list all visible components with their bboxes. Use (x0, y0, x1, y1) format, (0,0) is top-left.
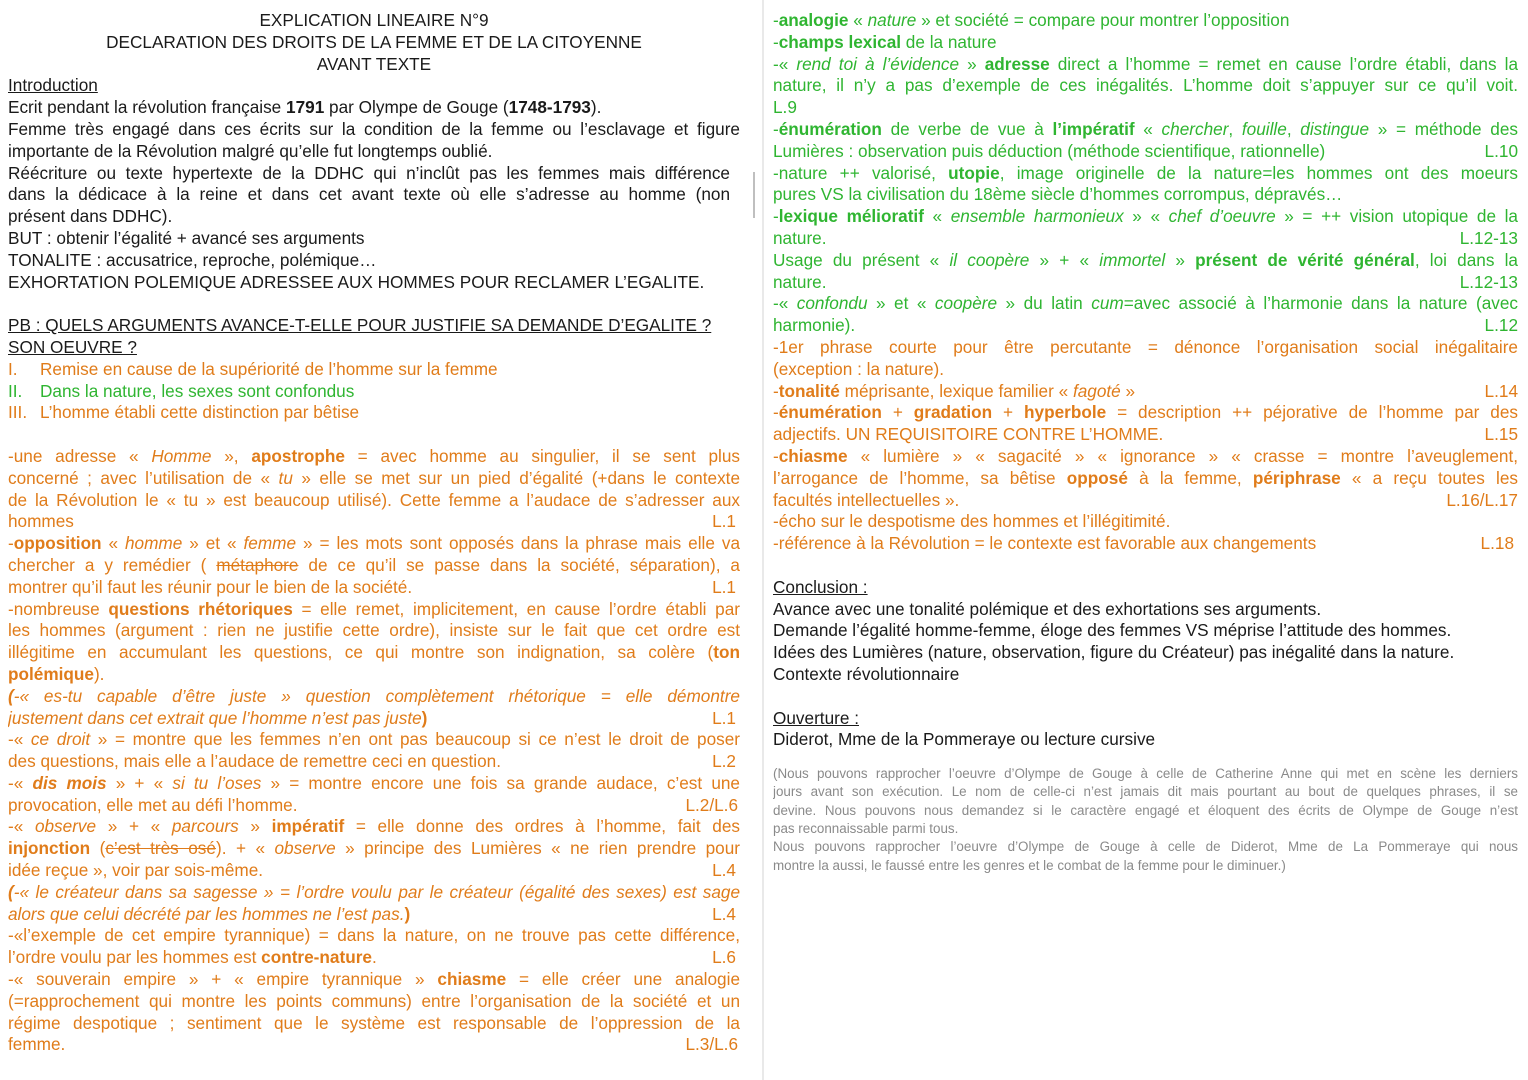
analysis-line: -«l’exemple de cet empire tyrannique) = dans la nature, on ne trouve pas cette différence, (8, 925, 740, 946)
analysis-line: -écho sur le despotisme des hommes et l’illégitimité. (773, 511, 1171, 532)
analysis-line: Lumières : observation puis déduction (méthode scientifique, rationnelle) L.10 (773, 140, 1518, 161)
intro-line: dans la dédicace à la reine et dans cet avant texte où elle s’adresse au homme (non (8, 184, 730, 205)
analysis-line: de la Révolution le « tu » est beaucoup utilisé). Cette femme a l’audace de s’adresser aux (8, 489, 740, 510)
analysis-line: -chiasme « lumière » « sagacité » « ignorance » « crasse = montre l’aveuglement, (773, 445, 1518, 466)
note-line: jours avant son exécution. Le nom de celle-ci n’est jamais dit mais pourtant au bout de quelques phrases, il se (773, 784, 1518, 800)
line-ref: L.18 (1480, 533, 1514, 554)
line-ref: L.12-13 (1459, 271, 1518, 292)
analysis-line: hommes L.1 (8, 511, 740, 533)
line-ref: L.2 (712, 751, 736, 772)
analysis-line: -« rend toi à l’évidence » adresse direct a l’homme = remet en cause l’ordre établi, dans la (773, 53, 1518, 74)
analysis-line: -tonalité méprisante, lexique familier « fagoté » L.14 (773, 380, 1518, 401)
conclusion-line: Contexte révolutionnaire (773, 663, 960, 684)
analysis-line: (-« le créateur dans sa sagesse » = l’ordre voulu par le créateur (égalité des sexes) est sage (8, 881, 740, 902)
analysis-line: régime despotique ; sentiment que le système est responsable de l’oppression de la (8, 1012, 740, 1033)
line-ref: L.2/L.6 (685, 794, 738, 815)
doc-section-title: AVANT TEXTE (316, 53, 432, 74)
conclusion-line: Demande l’égalité homme-femme, éloge des femmes VS méprise l’attitude des hommes. (773, 620, 1452, 641)
doc-subtitle: DECLARATION DES DROITS DE LA FEMME ET DE LA CITOYENNE (106, 31, 642, 52)
line-ref: L.1 (712, 707, 736, 728)
conclusion-heading: Conclusion : (773, 576, 868, 597)
note-line: devine. Nous pouvons nous demandez si le caractère engagé et éloquent des écrits de Olympe de Gouge n’est (773, 802, 1518, 818)
intro-line: importante de la Révolution malgré qu’elle fut longtemps oublié. (8, 140, 493, 161)
analysis-line: (exception : la nature). (773, 358, 945, 379)
analysis-line: polémique). (8, 663, 105, 684)
intro-heading: Introduction (8, 75, 98, 96)
intro-line: TONALITE : accusatrice, reproche, polémique… (8, 249, 377, 270)
analysis-line: facultés intellectuelles ». L.16/L.17 (773, 489, 1518, 510)
line-ref: L.4 (712, 860, 736, 881)
line-ref: L.14 (1484, 380, 1518, 401)
analysis-line: -une adresse « Homme », apostrophe = avec homme au singulier, il se sent plus (8, 445, 740, 466)
analysis-line: idée reçue », voir par sois-même. L.4 (8, 860, 740, 882)
analysis-line: -analogie « nature » et société = compare pour montrer l’opposition (773, 10, 1290, 30)
margin-mark (753, 172, 755, 218)
line-ref: L.3/L.6 (685, 1034, 738, 1055)
analysis-line: nature, il n’y a pas d’exemple de ces inégalités. L’homme doit s’appuyer sur ce qu’il voit. (773, 75, 1518, 96)
intro-line: Femme très engagé dans ces écrits sur la condition de la femme ou l’esclavage et figure (8, 118, 740, 139)
analysis-line: -référence à la Révolution = le contexte est favorable aux changements L.18 (773, 533, 1518, 555)
plan-item: I. Remise en cause de la supériorité de l’homme sur la femme (8, 358, 498, 379)
line-ref: L.16/L.17 (1446, 489, 1518, 510)
line-ref: L.12 (1484, 315, 1518, 336)
analysis-line: -1er phrase courte pour être percutante = dénonce l’organisation social inégalitaire (773, 336, 1518, 357)
analysis-line: des questions, mais elle a l’audace de remettre ceci en question. L.2 (8, 751, 740, 773)
analysis-line: -« ce droit » = montre que les femmes n’en ont pas beaucoup si ce n’est le droit de poser (8, 729, 740, 750)
left-page (0, 0, 752, 1080)
line-ref: L.15 (1484, 424, 1518, 445)
analysis-line: justement dans cet extrait que l’homme n’est pas juste) L.1 (8, 708, 740, 730)
analysis-line: -« observe » + « parcours » impératif = elle donne des ordres à l’homme, fait des (8, 816, 740, 837)
analysis-line: adjectifs. UN REQUISITOIRE CONTRE L’HOMME. L.15 (773, 424, 1518, 445)
analysis-line: -« souverain empire » + « empire tyrannique » chiasme = elle créer une analogie (8, 969, 740, 990)
note-line: montre la aussi, le faussé entre les genres et le combat de la femme pour le diminuer.) (773, 857, 1286, 873)
analysis-line: illégitime en accumulant les questions, ce qui montre son indignation, sa colère (ton (8, 642, 740, 663)
analysis-line: (-« es-tu capable d’être juste » question complètement rhétorique = elle démontre (8, 685, 740, 706)
analysis-line: l’arrogance de l’homme, sa bêtise opposé à la femme, périphrase « a reçu toutes les (773, 467, 1518, 488)
right-page (764, 0, 1528, 1080)
ouverture-text: Diderot, Mme de la Pommeraye ou lecture cursive (773, 729, 1156, 750)
line-ref: L.1 (712, 576, 736, 597)
analysis-line: -champs lexical de la nature (773, 31, 997, 52)
analysis-block (773, 10, 1518, 337)
intro-line: Ecrit pendant la révolution française 1791 par Olympe de Gouge (1748-1793). (8, 97, 602, 118)
ouverture-heading: Ouverture : (773, 707, 859, 728)
plan-item: II. Dans la nature, les sexes sont confondus (8, 380, 355, 401)
problematique: PB : QUELS ARGUMENTS AVANCE-T-ELLE POUR JUSTIFIE SA DEMANDE D’EGALITE ? (8, 315, 712, 336)
note-line: Nous pouvons rapprocher l’oeuvre d’Olympe de Gouge à celle de Diderot, Mme de La Pommeraye qui nous (773, 839, 1518, 855)
analysis-line: concerné ; avec l’utilisation de « tu » elle se met sur un pied d’égalité (+dans le contexte (8, 467, 740, 488)
problematique: SON OEUVRE ? (8, 336, 137, 357)
intro-line: présent dans DDHC). (8, 206, 173, 227)
analysis-line: injonction (c’est très osé). + « observe » principe des Lumières « ne rien prendre pour (8, 838, 740, 859)
analysis-line: montrer qu’il faut les réunir pour le bien de la société. L.1 (8, 577, 740, 599)
intro-line: BUT : obtenir l’égalité + avancé ses arguments (8, 227, 365, 248)
line-ref: L.10 (1484, 140, 1518, 161)
analysis-line: -« confondu » et « coopère » du latin cum=avec associé à l’harmonie dans la nature (avec (773, 293, 1518, 314)
note-line: pas reconnaissable parmi tous. (773, 820, 959, 836)
line-ref: L.9 (773, 97, 797, 118)
analysis-line: l’ordre voulu par les hommes est contre-nature. L.6 (8, 947, 740, 969)
note-line: (Nous pouvons rapprocher l’oeuvre d’Olympe de Gouge à celle de Catherine Anne qui met en scène les derniers (773, 766, 1518, 782)
analysis-line: -énumération de verbe de vue à l’impératif « chercher, fouille, distingue » = méthode des (773, 118, 1518, 139)
conclusion-line: Idées des Lumières (nature, observation, figure du Créateur) pas inégalité dans la nature. (773, 642, 1455, 663)
analysis-line: nature. L.12-13 (773, 227, 1518, 248)
analysis-line: provocation, elle met au défi l’homme. L.2/L.6 (8, 794, 738, 815)
analysis-line: les hommes (argument : rien ne justifie cette ordre), insiste sur le fait que cet ordre est (8, 620, 740, 641)
analysis-line: -nombreuse questions rhétoriques = elle remet, implicitement, en cause l’ordre établi par (8, 598, 740, 619)
doc-title: EXPLICATION LINEAIRE N°9 (259, 10, 489, 30)
analysis-block (773, 337, 1518, 555)
analysis-line: alors que celui décrété par les hommes ne l’est pas.) L.4 (8, 904, 740, 926)
analysis-block (8, 446, 740, 1056)
intro-line: EXHORTATION POLEMIQUE ADRESSEE AUX HOMMES POUR RECLAMER L’EGALITE. (8, 271, 705, 292)
analysis-line: chercher a y remédier ( métaphore de ce qu’il se passe dans la société, séparation), a (8, 554, 740, 575)
analysis-line: pures VS la civilisation du 18ème siècle d’hommes corrompus, dépravés… (773, 184, 1343, 205)
analysis-line: -nature ++ valorisé, utopie, image originelle de la nature=les hommes ont des moeurs (773, 162, 1518, 183)
plan-item: III. L’homme établi cette distinction par bêtise (8, 402, 360, 423)
line-ref: L.1 (712, 511, 736, 532)
analysis-line: -lexique mélioratif « ensemble harmonieux » « chef d’oeuvre » = ++ vision utopique de la (773, 206, 1518, 227)
analysis-line: -opposition « homme » et « femme » = les mots sont opposés dans la phrase mais elle va (8, 533, 740, 554)
analysis-line: femme. L.3/L.6 (8, 1034, 738, 1055)
analysis-line: harmonie). L.12 (773, 315, 1518, 336)
analysis-line: -« dis mois » + « si tu l’oses » = montre encore une fois sa grande audace, c’est une (8, 772, 740, 793)
conclusion-line: Avance avec une tonalité polémique et des exhortations ses arguments. (773, 598, 1322, 619)
line-ref: L.12-13 (1459, 227, 1518, 248)
intro-line: Réécriture ou texte hypertexte de la DDHC qui n’inclût pas les femmes mais différence (8, 162, 730, 183)
note-block (773, 765, 1518, 875)
line-ref: L.4 (712, 903, 736, 924)
analysis-line: (=rapprochement qui montre les points communs) entre l’organisation de la société et un (8, 990, 740, 1011)
analysis-line: Usage du présent « il coopère » + « immortel » présent de vérité général, loi dans la (773, 249, 1518, 270)
line-ref: L.6 (712, 947, 736, 968)
analysis-line: nature. L.12-13 (773, 271, 1518, 292)
analysis-line: -énumération + gradation + hyperbole = description ++ péjorative de l’homme par des (773, 402, 1518, 423)
